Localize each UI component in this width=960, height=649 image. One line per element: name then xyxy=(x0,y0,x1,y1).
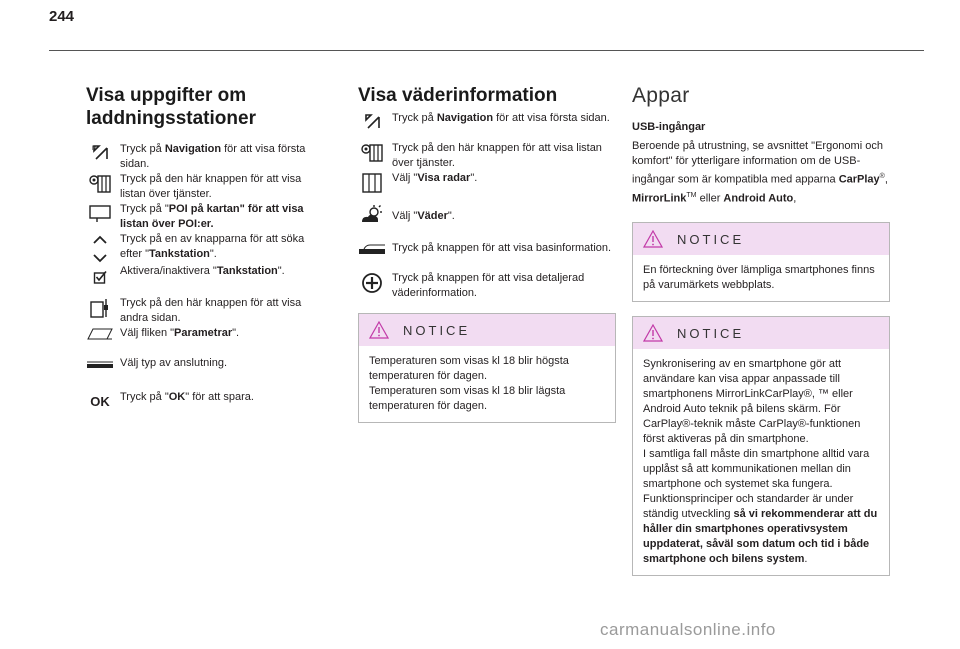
chevron-down-icon xyxy=(92,253,108,263)
notice-body: En förteckning över lämpliga smartphones finns på varumärkets webbplats. xyxy=(643,264,875,292)
notice-header xyxy=(633,223,889,255)
notice-header xyxy=(633,317,889,349)
column-charging-stations xyxy=(86,84,326,410)
notice-weather xyxy=(358,313,616,423)
step-9: OK Tryck på "OK" för att spara. xyxy=(86,390,326,410)
step-7: Välj fliken "Parametrar". xyxy=(86,326,326,356)
notice-title: NOTICE xyxy=(403,322,471,338)
navigation-icon xyxy=(358,112,386,134)
notice-title: NOTICE xyxy=(677,325,745,341)
tab-icon xyxy=(86,327,114,349)
step-3: Tryck på "POI på kartan" för att visa listan över POI:er. xyxy=(86,202,326,232)
step-8: Välj typ av anslutning. xyxy=(86,356,326,390)
charging-steps xyxy=(86,142,326,410)
bar-icon xyxy=(358,244,386,266)
step-6: Tryck på den här knappen för att visa andra sidan. xyxy=(86,296,326,326)
usb-subhead: USB-ingångar xyxy=(632,121,706,133)
header-rule xyxy=(49,50,924,51)
column-weather xyxy=(358,84,616,423)
usb-intro: Beroende på utrustning, se avsnittet "Ergonomi och komfort" för ytterligare information om de USB-ingångar som är kompatibla med apparna CarPlay®, MirrorLink™ eller Android Auto, xyxy=(632,140,888,205)
w-step-6: Tryck på knappen för att visa detaljerad väderinformation. xyxy=(358,271,616,301)
w-step-3: Välj "Visa radar". xyxy=(358,171,616,203)
section-title-charging: Visa uppgifter om laddningsstationer xyxy=(86,85,256,129)
watermark: carmanualsonline.info xyxy=(600,620,776,639)
w-step-1: Tryck på Navigation för att visa första sidan. xyxy=(358,111,616,141)
services-icon xyxy=(358,142,386,164)
section-title-apps: Appar xyxy=(632,84,690,107)
w-step-4: Välj "Väder". xyxy=(358,203,616,241)
plus-circle-icon xyxy=(358,272,386,294)
weather-steps xyxy=(358,111,616,301)
notice-sync xyxy=(632,316,890,576)
step-5: Aktivera/inaktivera "Tankstation". xyxy=(86,264,326,296)
svg-text:N: N xyxy=(92,146,97,152)
step-2: Tryck på den här knappen för att visa listan över tjänster. xyxy=(86,172,326,202)
ok-icon: OK xyxy=(90,394,110,409)
notice-body: Temperaturen som visas kl 18 blir högsta temperaturen för dagen. Temperaturen som visas kl 18 blir lägsta temperaturen för dagen. xyxy=(369,355,569,412)
notice-header xyxy=(359,314,615,346)
book-icon xyxy=(358,172,386,194)
warning-icon xyxy=(643,324,663,342)
notice-smartphones xyxy=(632,222,890,302)
settings-slider-icon xyxy=(86,297,114,319)
map-poi-icon xyxy=(86,203,114,225)
page-number: 244 xyxy=(49,8,75,25)
step-4: Tryck på en av knapparna för att söka efter "Tankstation". xyxy=(86,232,326,264)
notice-body: Synkronisering av en smartphone gör att användare kan visa appar anpassade till smartphonens MirrorLinkCarPlay®, ™ eller Android Auto teknik på bilens skärm. För CarPlay®-teknik måste CarPlay®-funktionen först aktiveras på din smartphone. I samtliga fall måste din smartphone alltid vara upplåst så att kommunikationen mellan din smartphone och systemet ska fungera. Funktionsprinciper och standarder är under ständig utveckling så vi rekommenderar att du håller din smartphones operativsystem uppdaterat, såväl som datum och tid i både smartphone och bilens system. xyxy=(643,358,878,566)
checkbox-icon xyxy=(86,270,114,292)
chevron-up-icon xyxy=(86,233,114,265)
w-step-2: Tryck på den här knappen för att visa listan över tjänster. xyxy=(358,141,616,171)
column-apps xyxy=(632,84,890,576)
w-step-5: Tryck på knappen för att visa basinformation. xyxy=(358,241,616,271)
navigation-icon xyxy=(86,143,114,165)
warning-icon xyxy=(643,230,663,248)
section-title-weather: Visa väderinformation xyxy=(358,85,558,106)
step-1: N Tryck på Navigation för att visa första sidan. xyxy=(86,142,326,172)
warning-icon xyxy=(369,321,389,339)
weather-icon xyxy=(358,204,386,226)
notice-title: NOTICE xyxy=(677,231,745,247)
bar-icon xyxy=(86,360,114,382)
services-icon xyxy=(86,173,114,195)
